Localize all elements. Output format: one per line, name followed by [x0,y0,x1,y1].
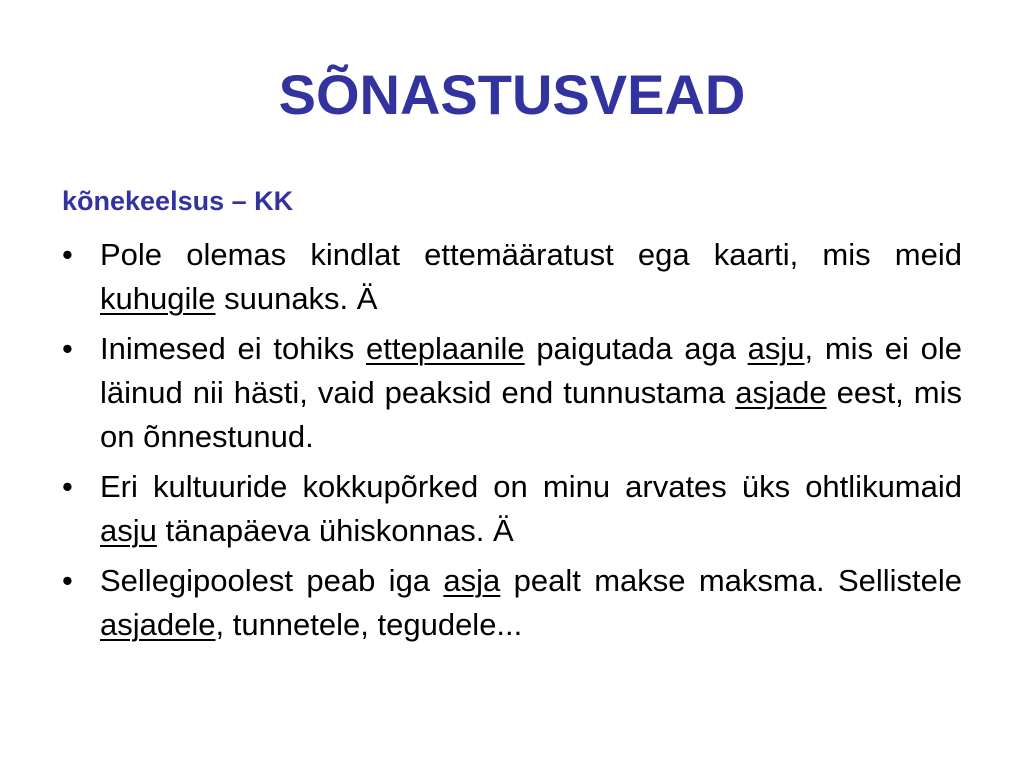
bullet-item [62,465,962,553]
bullet-text-segment: , tunnetele, tegudele... [215,607,523,642]
bullet-item [62,233,962,321]
bullet-text-segment: pealt makse maksma. Sellistele [500,563,962,598]
bullet-text-segment: Eri kultuuride kokkupõrked on minu arvates üks ohtlikumaid [100,469,962,504]
bullet-text-segment: Sellegipoolest peab iga [100,563,444,598]
bullet-marker: • [62,237,73,272]
bullet-text-segment: Inimesed ei tohiks [100,331,367,366]
bullet-text-segment: suunaks. Ä [215,281,378,316]
bullet-text-segment: , mis ei ole läinud nii hästi, vaid peaksid end tunnustama [100,331,962,410]
underlined-word: asja [443,563,501,598]
underlined-word: asju [747,331,805,366]
bullet-marker: • [62,469,73,504]
underlined-word: asjade [735,375,827,410]
bullet-text-segment: Pole olemas kindlat ettemääratust ega kaarti, mis meid [100,237,962,272]
bullet-item [62,559,962,647]
bullet-item [62,327,962,459]
underlined-word: asjadele [100,607,216,642]
bullet-text-segment: paigutada aga [524,331,748,366]
underlined-word: kuhugile [100,281,216,316]
slide-subtitle: kõnekeelsus – KK [62,186,294,216]
bullet-text-segment: eest, mis on õnnestunud. [100,375,962,454]
bullet-list [62,233,962,653]
bullet-text-segment: tänapäeva ühiskonnas. Ä [156,513,514,548]
bullet-marker: • [62,331,73,366]
underlined-word: etteplaanile [366,331,525,366]
slide-title: SÕNASTUSVEAD [278,63,746,126]
bullet-marker: • [62,563,73,598]
underlined-word: asju [100,513,157,548]
